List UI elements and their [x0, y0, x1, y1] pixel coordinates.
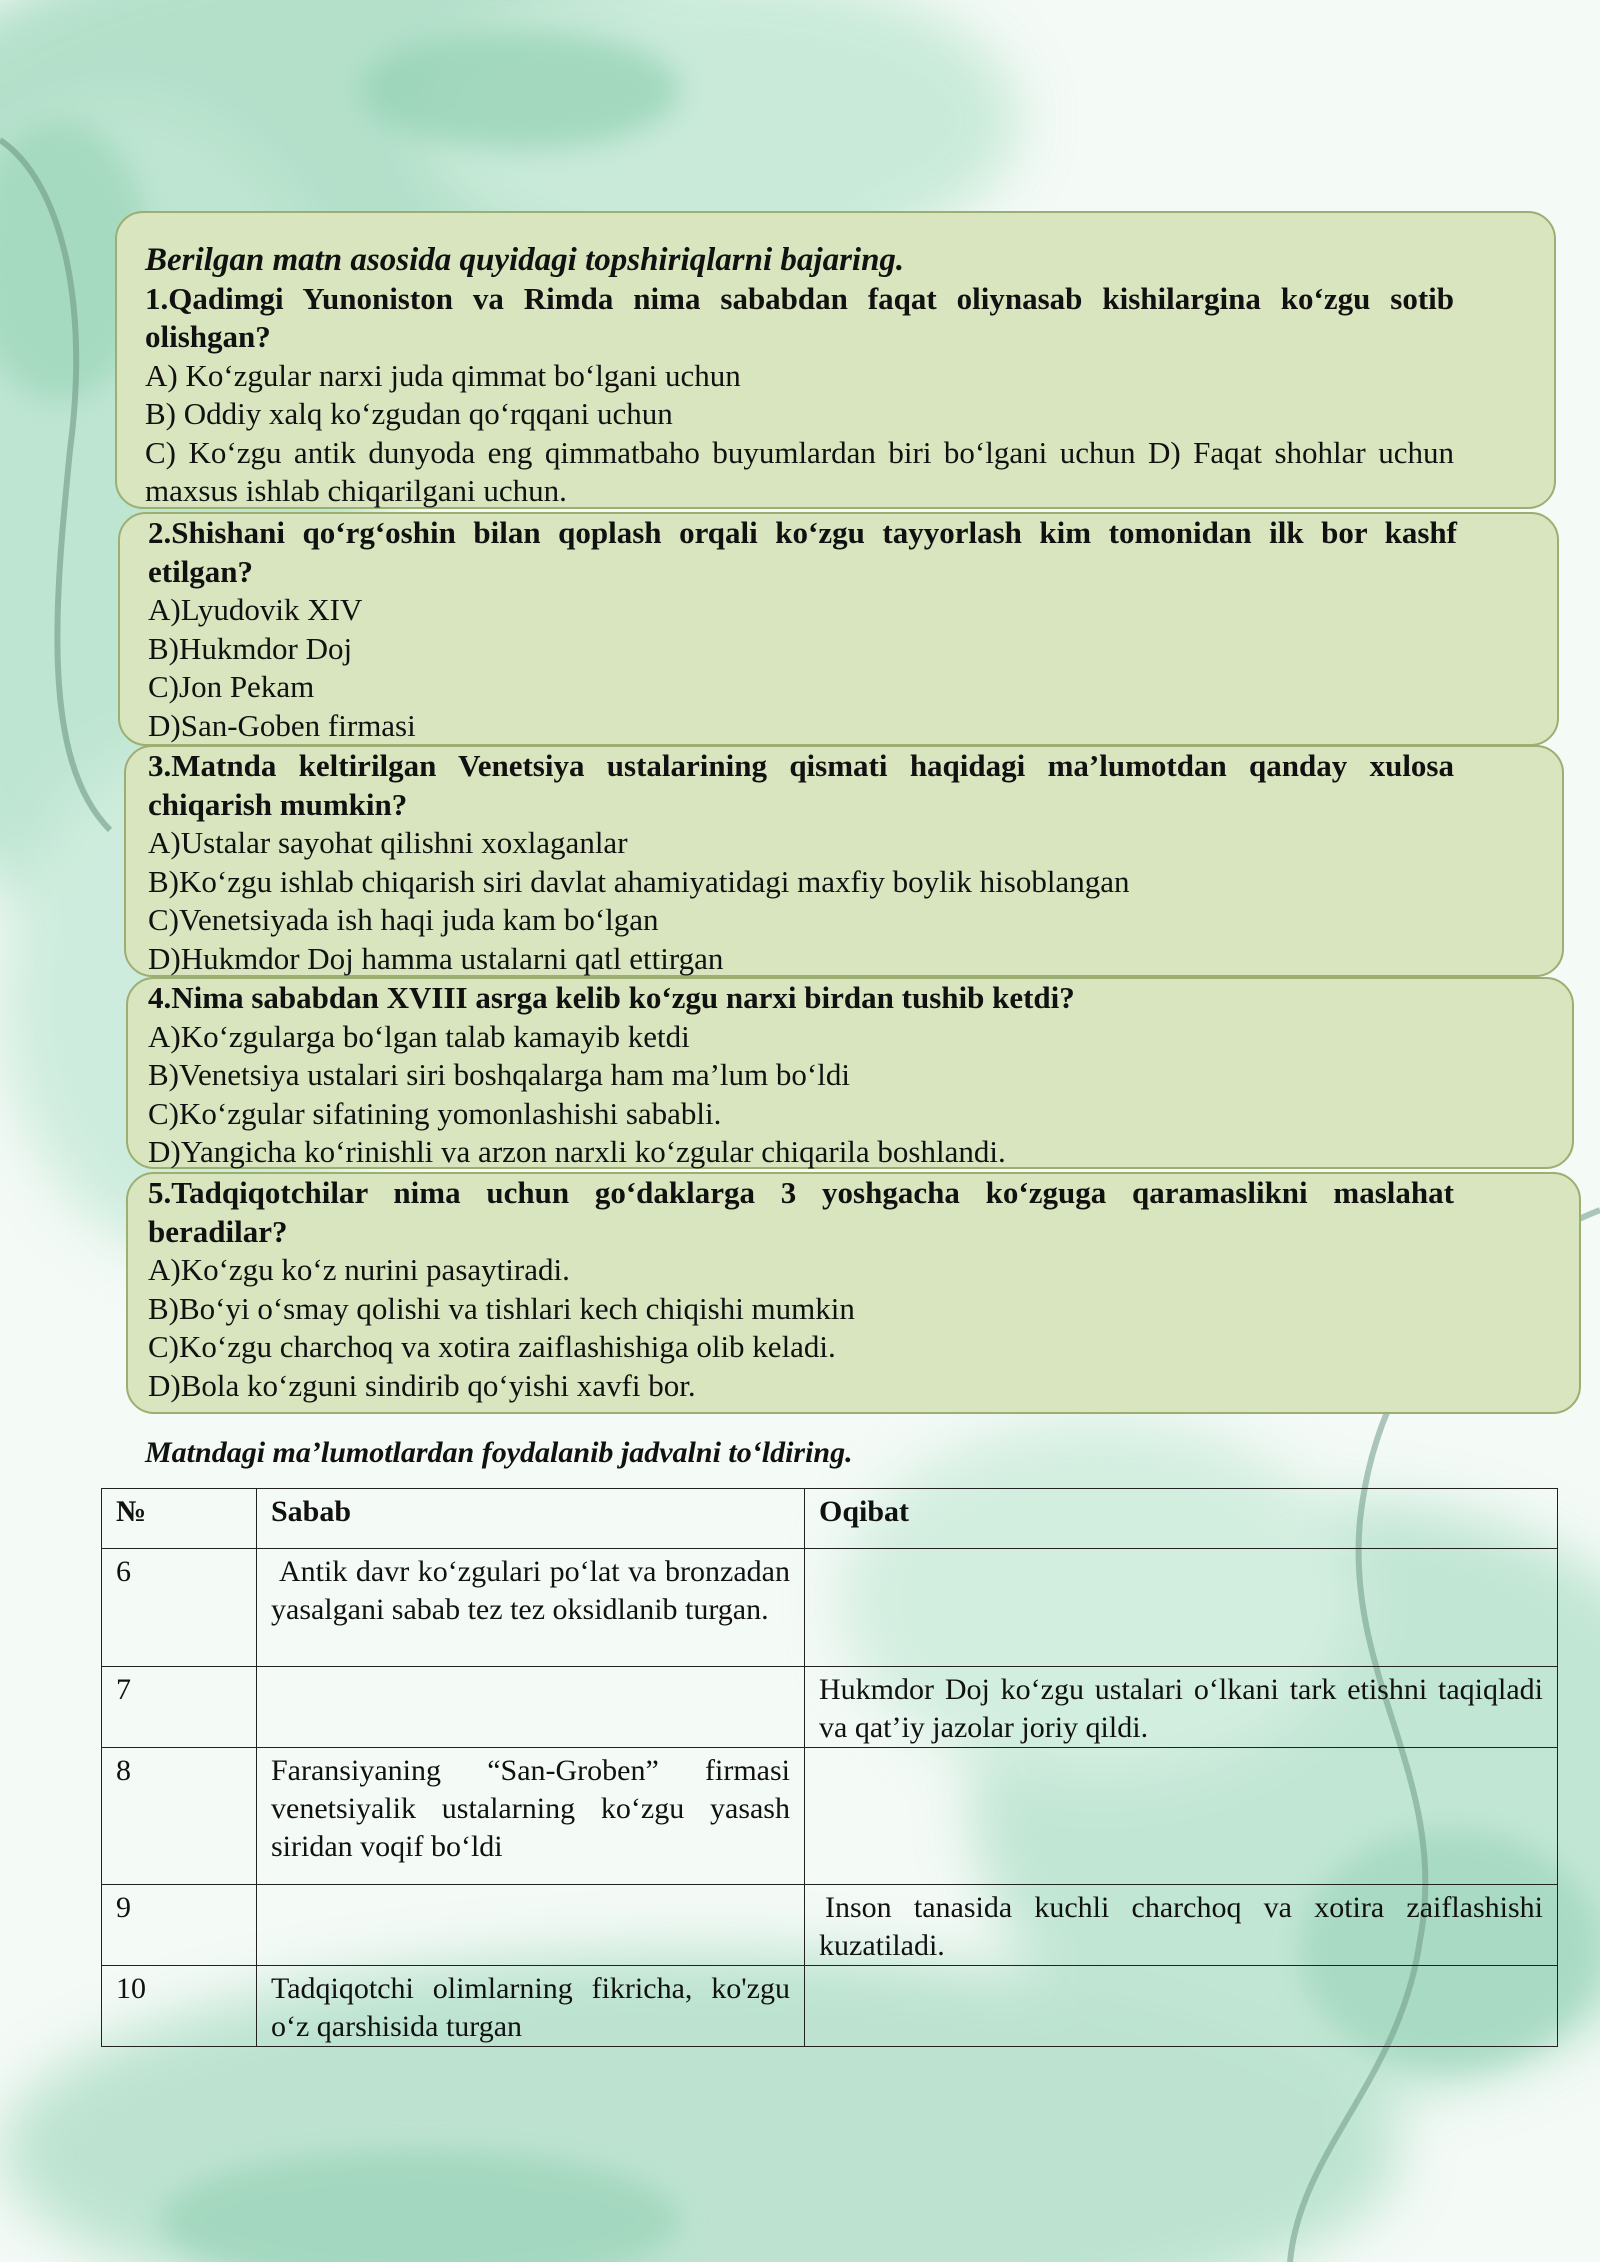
answer-option: A)Lyudovik XIV	[148, 592, 363, 627]
question-text: 4.Nima sababdan XVIII asrga kelib ko‘zgu narxi birdan tushib ketdi?	[148, 980, 1075, 1015]
answer-option: A)Ko‘zgu ko‘z nurini pasaytiradi.	[148, 1252, 570, 1287]
table-instruction: Matndagi ma’lumotlardan foydalanib jadvalni to‘ldiring.	[145, 1436, 853, 1469]
row-number: 9	[102, 1885, 257, 1966]
task-heading: Berilgan matn asosida quyidagi topshiriqlarni bajaring.	[145, 242, 905, 278]
table-row	[102, 1667, 1558, 1748]
question-box-2	[118, 512, 1559, 746]
question-box-1	[115, 211, 1556, 509]
table-row	[102, 1748, 1558, 1885]
cause-cell: Faransiyaning “San-Groben” firmasi venetsiyalik ustalarning ko‘zgu yasash siridan voqif bo‘ldi	[257, 1748, 805, 1885]
table-row	[102, 1885, 1558, 1966]
answer-option: B)Ko‘zgu ishlab chiqarish siri davlat ahamiyatidagi maxfiy boylik hisoblangan	[148, 863, 1130, 899]
cause-effect-table	[101, 1488, 1558, 2047]
answer-option: A) Ko‘zgular narxi juda qimmat bo‘lgani uchun	[145, 357, 741, 393]
answer-option: C)Ko‘zgular sifatining yomonlashishi sababli.	[148, 1095, 722, 1131]
effect-cell[interactable]	[805, 1549, 1558, 1667]
cause-cell: Antik davr ko‘zgulari po‘lat va bronzadan yasalgani sabab tez tez oksidlanib turgan.	[257, 1549, 805, 1667]
effect-cell: Hukmdor Doj ko‘zgu ustalari o‘lkani tark etishni taqiqladi va qat’iy jazolar joriy qildi.	[805, 1667, 1558, 1748]
answer-option: C)Venetsiyada ish haqi juda kam bo‘lgan	[148, 902, 659, 937]
answer-option: C) Ko‘zgu antik dunyoda eng qimmatbaho buyumlardan biri bo‘lgani uchun D) Faqat shohlar uchun maxsus ishlab chiqarilgani uchun.	[145, 434, 1454, 508]
question-box-4	[126, 977, 1574, 1169]
answer-option: B) Oddiy xalq ko‘zgudan qo‘rqqani uchun	[145, 396, 673, 431]
question-text: 2.Shishani qo‘rg‘oshin bilan qoplash orqali ko‘zgu tayyorlash kim tomonidan ilk bor kashf etilgan?	[148, 515, 1457, 589]
cause-cell: Tadqiqotchi olimlarning fikricha, ko'zgu o‘z qarshisida turgan	[257, 1966, 805, 2047]
header-effect: Oqibat	[805, 1489, 1558, 1549]
header-number: №	[102, 1489, 257, 1549]
effect-cell: Inson tanasida kuchli charchoq va xotira zaiflashishi kuzatiladi.	[805, 1885, 1558, 1966]
question-text: 5.Tadqiqotchilar nima uchun go‘daklarga 3 yoshgacha ko‘zguga qaramaslikni maslahat beradilar?	[148, 1175, 1454, 1249]
answer-option: C)Ko‘zgu charchoq va xotira zaiflashishiga olib keladi.	[148, 1329, 836, 1364]
table-row	[102, 1549, 1558, 1667]
answer-option: B)Hukmdor Doj	[148, 630, 353, 666]
answer-option: D)Bola ko‘zguni sindirib qo‘yishi xavfi bor.	[148, 1367, 696, 1403]
question-box-3	[124, 745, 1564, 977]
answer-option: C)Jon Pekam	[148, 669, 315, 704]
question-text: 3.Matnda keltirilgan Venetsiya ustalarining qismati haqidagi ma’lumotdan qanday xulosa chiqarish mumkin?	[148, 748, 1454, 822]
cause-cell[interactable]	[257, 1885, 805, 1966]
answer-option: D)Hukmdor Doj hamma ustalarni qatl ettirgan	[148, 940, 724, 976]
table-header-row	[102, 1489, 1558, 1549]
answer-option: D)San-Goben firmasi	[148, 707, 416, 743]
effect-cell[interactable]	[805, 1748, 1558, 1885]
answer-option: B)Bo‘yi o‘smay qolishi va tishlari kech chiqishi mumkin	[148, 1290, 855, 1326]
answer-option: A)Ko‘zgularga bo‘lgan talab kamayib ketdi	[148, 1018, 690, 1054]
answer-option: A)Ustalar sayohat qilishni xoxlaganlar	[148, 825, 628, 860]
effect-cell[interactable]	[805, 1966, 1558, 2047]
cause-cell[interactable]	[257, 1667, 805, 1748]
answer-option: B)Venetsiya ustalari siri boshqalarga ham ma’lum bo‘ldi	[148, 1057, 850, 1092]
answer-option: D)Yangicha ko‘rinishli va arzon narxli ko‘zgular chiqarila boshlandi.	[148, 1134, 1006, 1169]
question-text: 1.Qadimgi Yunoniston va Rimda nima sababdan faqat oliynasab kishilargina ko‘zgu sotib olishgan?	[145, 280, 1454, 354]
question-box-5	[126, 1172, 1581, 1414]
row-number: 10	[102, 1966, 257, 2047]
row-number: 8	[102, 1748, 257, 1885]
row-number: 6	[102, 1549, 257, 1667]
table-row	[102, 1966, 1558, 2047]
row-number: 7	[102, 1667, 257, 1748]
header-cause: Sabab	[257, 1489, 805, 1549]
